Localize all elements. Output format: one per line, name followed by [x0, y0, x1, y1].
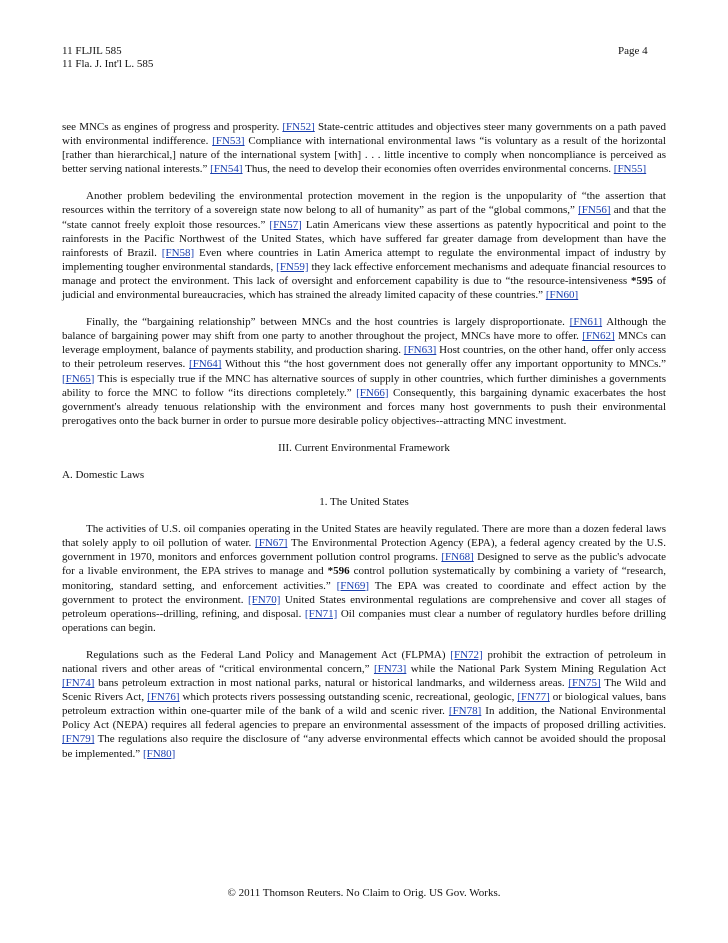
paragraph-text: The Wild and Scenic Rivers Act,: [62, 677, 667, 704]
footnote-link[interactable]: [FN63]: [403, 344, 437, 357]
footnote-link[interactable]: [FN74]: [62, 677, 95, 690]
paragraph-text: MNCs can leverage employment, balance of payments stability, and production sharing.: [62, 330, 666, 357]
paragraph-text: The activities of U.S. oil companies operating in the United States are heavily regulated. There are more than a dozen federal laws that solely apply to oil pollution of water.: [62, 523, 666, 550]
paragraph-group-1: [62, 120, 666, 428]
paragraph-text: In addition, the National Environmental Policy Act (NEPA) requires all federal agencies to prepare an environmental assessment of the impacts of proposed drilling activities.: [62, 705, 666, 732]
citation-line-2: 11 Fla. J. Int'l L. 585: [62, 58, 154, 70]
paragraph-text: they lack effective enforcement mechanisms and adequate financial resources to manage and protect the environment. This lack of oversight and enforcement capability is due to “the resource-intensiveness: [62, 260, 666, 287]
citation-header: [62, 45, 153, 71]
paragraph-text: see MNCs as engines of progress and prosperity.: [62, 121, 283, 133]
section-heading: III. Current Environmental Framework: [278, 441, 450, 454]
paragraph-text: control pollution systematically by combining a variety of “research, monitoring, standard setting, and enforcement activities.”: [62, 565, 667, 592]
paragraph-text: The regulations also require the disclosure of “any adverse environmental effects which cannot be avoided should the proposal be implemented.”: [62, 733, 666, 760]
paragraph-text: prohibit the extraction of petroleum in national rivers and other areas of “critical environmental concern,”: [62, 648, 666, 675]
page-number: Page 4: [618, 45, 648, 57]
paragraph-group-2: [62, 522, 666, 761]
footnote-link[interactable]: [FN72]: [450, 648, 483, 661]
paragraph-text: Without this “the host government does not generally offer any important opportunity to MNCs.”: [221, 358, 666, 371]
paragraph-text: and that the “state cannot freely exploit those resources.”: [62, 204, 666, 231]
footnote-link[interactable]: [FN65]: [62, 372, 95, 385]
footnote-link[interactable]: [FN76]: [147, 691, 180, 704]
footnote-link[interactable]: [FN80]: [142, 747, 176, 760]
footnote-link[interactable]: [FN62]: [582, 330, 615, 343]
footnote-link[interactable]: [FN58]: [161, 246, 195, 259]
copyright-footer: © 2011 Thomson Reuters. No Claim to Orig. US Gov. Works.: [227, 887, 501, 899]
paragraph-text: of judicial and environmental bureaucracies, which has strained the already limited capacity of these countries.”: [62, 274, 666, 302]
paragraph-text: Host countries, on the other hand, offer only access to their petroleum reserves.: [62, 344, 667, 371]
footnote-link[interactable]: [FN60]: [545, 289, 579, 302]
footnote-link[interactable]: [FN71]: [304, 607, 338, 620]
document-body: [62, 120, 666, 774]
footnote-link[interactable]: [FN57]: [269, 218, 302, 231]
footnote-link[interactable]: [FN52]: [282, 121, 315, 133]
footnote-link[interactable]: [FN64]: [189, 358, 222, 371]
body-paragraph: [62, 120, 666, 176]
body-paragraph: [62, 522, 666, 635]
paragraph-text: Another problem bedeviling the environmental protection movement in the region is the unpopularity of “the assertion that resources within the territory of a sovereign state now belong to all of humanity” as part of the “global commons,”: [62, 190, 666, 217]
footnote-link[interactable]: [FN78]: [448, 705, 482, 718]
footnote-link[interactable]: [FN56]: [578, 204, 611, 217]
paragraph-text: Even where countries in Latin America attempt to regulate the environmental impact of industry by implementing tougher environmental standards,: [62, 246, 666, 273]
paragraph-text: while the National Park System Mining Regulation Act: [406, 663, 666, 675]
paragraph-text: United States environmental regulations are comprehensive and cover all stages of petroleum operations--drilling, refining, and disposal.: [62, 593, 666, 620]
footnote-link[interactable]: [FN73]: [373, 663, 407, 675]
paragraph-text: which protects rivers possessing outstanding scenic, recreational, geologic,: [179, 691, 518, 704]
paragraph-text: or biological values, bans petroleum extraction within one-quarter mile of the bank of a wild and scenic river.: [62, 691, 666, 718]
paragraph-text: Designed to serve as the public's advocate for a livable environment, the EPA strives to manage and: [62, 551, 667, 578]
paragraph-text: The Environmental Protection Agency (EPA), a federal agency created by the U.S. government in 1970, monitors and enforces government pollution control programs.: [62, 537, 666, 564]
paragraph-text: Latin Americans view these assertions as patently hypocritical and point to the rainforests in the Pacific Northwest of the United States, which have suffered far greater damage from development than have the rainforests of Brazil.: [62, 218, 666, 259]
paragraph-text: Finally, the “bargaining relationship” between MNCs and the host countries is largely disproportionate.: [86, 316, 570, 329]
body-paragraph: [62, 189, 666, 302]
subsection-heading: A. Domestic Laws: [62, 468, 145, 481]
paragraph-text: bans petroleum extraction in most national parks, natural or historical landmarks, and wilderness areas.: [94, 677, 569, 690]
footnote-link[interactable]: [FN70]: [247, 593, 281, 606]
footnote-link[interactable]: [FN77]: [517, 691, 550, 704]
footnote-link[interactable]: [FN53]: [212, 135, 245, 148]
paragraph-text: Thus, the need to develop their economies often overrides environmental concerns.: [242, 163, 614, 176]
footnote-link[interactable]: [FN67]: [255, 537, 288, 550]
paragraph-text: Compliance with international environmental laws “is voluntary as a result of the horizontal [rather than hierarchical,] nature of the international system [with] . . . little incentive to comply when noncompliance is perceived as better serving national interests.”: [62, 135, 666, 176]
footnote-link[interactable]: [FN68]: [441, 551, 474, 564]
footnote-link[interactable]: [FN66]: [356, 386, 389, 399]
footnote-link[interactable]: [FN61]: [569, 316, 603, 329]
footnote-link[interactable]: [FN79]: [62, 733, 95, 746]
body-paragraph: [62, 315, 666, 428]
subsubsection-heading: 1. The United States: [319, 496, 409, 509]
footnote-link[interactable]: [FN54]: [210, 163, 243, 176]
footnote-link[interactable]: [FN75]: [568, 677, 601, 690]
body-paragraph: [62, 648, 666, 761]
footnote-link[interactable]: [FN55]: [613, 163, 647, 176]
paragraph-text: Consequently, this bargaining dynamic exacerbates the host government's already tenuous relationship with the environment and forces many host governments to push their environmental prerogatives onto the back burner in order to pursue more desirable policy objectives--attracting MNC investment.: [62, 386, 666, 427]
paragraph-text: Although the balance of bargaining power may shift from one party to another throughout the project, MNCs have more to offer.: [62, 316, 666, 343]
paragraph-text: Oil companies must clear a number of regulatory hurdles before drilling operations can begin.: [62, 607, 666, 634]
paragraph-text: Regulations such as the Federal Land Policy and Management Act (FLPMA): [86, 648, 451, 661]
paragraph-text: This is especially true if the MNC has alternative sources of supply in other countries, which further diminishes a governments ability to force the MNC to follow “its directions completely.”: [62, 372, 666, 399]
citation-line-1: 11 FLJIL 585: [62, 45, 122, 57]
paragraph-text: State-centric attitudes and objectives steer many governments on a path paved with environmental indifference.: [62, 121, 666, 148]
star-page-marker: *595: [631, 274, 653, 287]
paragraph-text: The EPA was created to coordinate and effect action by the government to protect the environment.: [62, 579, 666, 606]
footnote-link[interactable]: [FN59]: [276, 260, 309, 273]
footnote-link[interactable]: [FN69]: [336, 579, 370, 592]
star-page-marker: *596: [327, 565, 350, 578]
